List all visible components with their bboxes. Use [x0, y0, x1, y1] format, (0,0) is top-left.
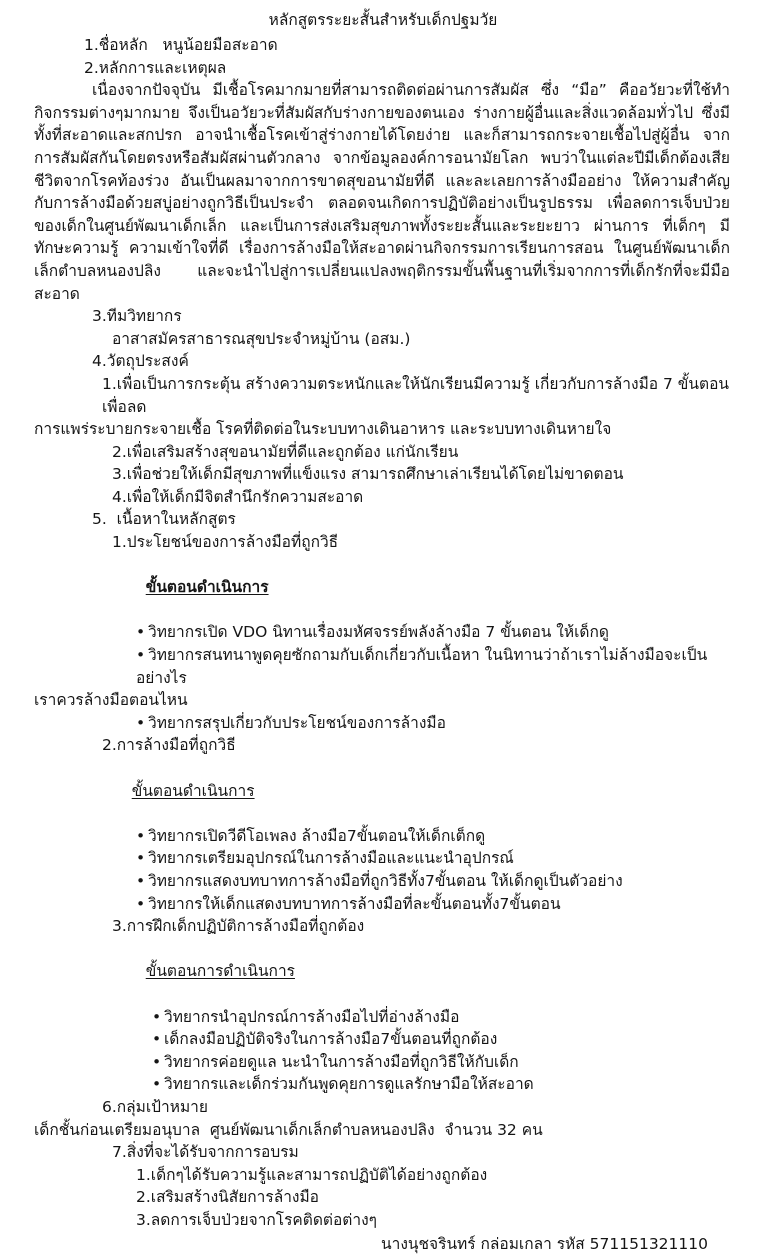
list-item — [136, 893, 732, 916]
section-2-heading: 2.หลักการและเหตุผล — [84, 58, 227, 77]
list-item — [136, 644, 732, 689]
list-item-wrap: เราควรล้างมือตอนไหน — [34, 691, 188, 710]
bullet-icon: • — [136, 646, 146, 665]
bullet-icon: • — [136, 623, 146, 642]
list-item — [152, 1006, 732, 1029]
section-4-item-4: 4.เพื่อให้เด็กมีจิตสำนึกรักความสะอาด — [112, 487, 364, 506]
list-item-label: วิทยากรเตรียมอุปกรณ์ในการล้างมือและแนะนำอุปกรณ์ — [148, 849, 514, 868]
list-item-label: วิทยากรเปิดวีดีโอเพลง ล้างมือ7ขั้นตอนให้เด็กเต็กดู — [148, 826, 486, 845]
list-item — [136, 621, 732, 644]
bullet-icon: • — [152, 1075, 162, 1094]
list-item-label: วิทยากรแสดงบทบาทการล้างมือที่ถูกวิธีทั้ง7ขั้นตอน ให้เด็กดูเป็นตัวอย่าง — [148, 871, 623, 890]
list-item — [136, 825, 732, 848]
bullet-icon: • — [152, 1052, 162, 1071]
bullet-icon: • — [136, 713, 146, 732]
section-2-paragraph: เนื่องจากปัจจุบัน มีเชื้อโรคมากมายที่สามารถติดต่อผ่านการสัมผัส ซึ่ง “มือ” คืออวัยวะที่ใช้ทำกิจกรรมต่างๆมากมาย จึงเป็นอวัยวะที่สัมผัสกับร่างกายของตนเอง ร่างกายผู้อื่นและสิ่งแวดล้อมทั่วไป ซึ่งมีทั้งที่สะอาดและสกปรก อาจนำเชื้อโรคเข้าสู่ร่างกายได้โดยง่าย และก็สามารถกระจายเชื้อไปสู่ผู้อื่น จากการสัมผัสกันโดยตรงหรือสัมผัสผ่านตัวกลาง จากข้อมูลองค์การอนามัยโลก พบว่าในแต่ละปีมีเด็กต้องเสียชีวิตจากโรคท้องร่วง อันเป็นผลมาจากการขาดสุขอนามัยที่ดี และละเลยการล้างมืออย่าง ให้ความสำคัญกับการล้างมือด้วยสบู่อย่างถูกวิธีเป็นประจำ ตลอดจนเกิดการปฏิบัติอย่างเป็นรูปธรรม เพื่อลดการเจ็บป่วยของเด็กในศูนย์พัฒนาเด็กเล็ก และเป็นการส่งเสริมสุขภาพทั้งระยะสั้นและระยะยาว ผ่านการ ที่เด็กๆ มีทักษะความรู้ ความเข้าใจที่ดี เรื่องการล้างมือให้สะอาดผ่านกิจกรรมการเรียนการสอน ในศูนย์พัฒนาเด็กเล็กตำบลหนองปลิง และจะนำไปสู่การเปลี่ยนแปลงพฤติกรรมขั้นพื้นฐานที่เริ่มจากการที่เด็กรักที่จะมีมือสะอาด — [34, 81, 730, 303]
list-item — [152, 1051, 732, 1074]
list-item-label: วิทยากรสนทนาพูดคุยซักถามกับเด็กเกี่ยวกับเนื้อหา ในนิทานว่าถ้าเราไม่ล้างมือจะเป็นอย่างไร — [136, 646, 708, 687]
section-6-heading: 6.กลุ่มเป้าหมาย — [102, 1097, 208, 1116]
section-4-item-2: 2.เพื่อเสริมสร้างสุขอนามัยที่ดีและถูกต้อง แก่นักเรียน — [112, 442, 459, 461]
list-item — [152, 1028, 732, 1051]
list-item-label: วิทยากรนำอุปกรณ์การล้างมือไปที่อ่างล้างมือ — [164, 1007, 460, 1026]
page-title: หลักสูตรระยะสั้นสำหรับเด็กปฐมวัย — [268, 11, 498, 29]
section-7-item-1: 1.เด็กๆได้รับความรู้และสามารถปฏิบัติได้อย่างถูกต้อง — [136, 1165, 488, 1184]
section-5-sub-2-steps-label — [112, 757, 732, 825]
list-item-label: วิทยากรค่อยดูแล นะนำในการล้างมือที่ถูกวิธีให้กับเด็ก — [164, 1052, 519, 1071]
bullet-icon: • — [136, 826, 146, 845]
section-7-heading: 7.สิ่งที่จะได้รับจากการอบรม — [112, 1143, 299, 1162]
bullet-icon: • — [136, 849, 146, 868]
list-item-label: วิทยากรให้เด็กแสดงบทบาทการล้างมือที่ละขั้นตอนทั้ง7ขั้นตอน — [148, 894, 561, 913]
section-5-sub-3-steps-label — [126, 938, 732, 1006]
section-4-heading: 4.วัตถุประสงค์ — [92, 352, 189, 371]
list-item — [136, 870, 732, 893]
list-item-label: วิทยากรและเด็กร่วมกันพูดคุยการดูแลรักษามือให้สะอาด — [164, 1075, 534, 1094]
bullet-icon: • — [136, 871, 146, 890]
bullet-icon: • — [152, 1030, 162, 1049]
section-5-sub-3-heading: 3.การฝึกเด็กปฏิบัติการล้างมือที่ถูกต้อง — [112, 917, 365, 936]
section-3-heading: 3.ทีมวิทยากร — [92, 307, 182, 326]
section-3-item: อาสาสมัครสาธารณสุขประจำหมู่บ้าน (อสม.) — [112, 329, 411, 348]
section-6-item: เด็กชั้นก่อนเตรียมอนุบาล ศูนย์พัฒนาเด็กเล็กตำบลหนองปลิง จำนวน 32 คน — [34, 1120, 543, 1139]
bullet-icon: • — [136, 894, 146, 913]
section-5-sub-2-heading: 2.การล้างมือที่ถูกวิธี — [102, 736, 236, 755]
list-item-label: วิทยากรเปิด VDO นิทานเรื่องมหัศจรรย์พลังล้างมือ 7 ขั้นตอน ให้เด็กดู — [148, 623, 609, 642]
list-item — [136, 847, 732, 870]
section-7-item-3: 3.ลดการเจ็บป่วยจากโรคติดต่อต่างๆ — [136, 1210, 377, 1229]
section-4-item-1-line-2: การแพร่ระบายกระจายเชื้อ โรคที่ติดต่อในระบบทางเดินอาหาร และระบบทางเดินหายใจ — [34, 420, 612, 439]
steps-label-text: ขั้นตอนดำเนินการ — [145, 578, 269, 597]
section-5-sub-1-steps-label — [126, 554, 732, 622]
list-item — [136, 712, 732, 735]
list-item-label: เด็กลงมือปฏิบัติจริงในการล้างมือ7ขั้นตอนที่ถูกต้อง — [164, 1030, 498, 1049]
list-item — [152, 1073, 732, 1096]
section-1-heading: 1.ชื่อหลัก หนูน้อยมือสะอาด — [84, 36, 278, 54]
author-signature: นางนุชจรินทร์ กล่อมเกลา รหัส 571151321110 — [381, 1235, 708, 1254]
section-4-item-3: 3.เพื่อช่วยให้เด็กมีสุขภาพที่แข็งแรง สามารถศึกษาเล่าเรียนได้โดยไม่ขาดตอน — [112, 465, 624, 484]
steps-label-text: ขั้นตอนดำเนินการ — [131, 781, 255, 800]
bullet-icon: • — [152, 1007, 162, 1026]
list-item-label: วิทยากรสรุปเกี่ยวกับประโยชน์ของการล้างมือ — [148, 713, 446, 732]
section-5-heading: 5. เนื้อหาในหลักสูตร — [92, 510, 236, 529]
section-4-item-1-line-1: 1.เพื่อเป็นการกระตุ้น สร้างความตระหนักและให้นักเรียนมีความรู้ เกี่ยวกับการล้างมือ 7 ขั้นตอนเพื่อลด — [102, 374, 729, 416]
section-5-sub-1-heading: 1.ประโยชน์ของการล้างมือที่ถูกวิธี — [112, 533, 339, 552]
steps-label-text: ขั้นตอนการดำเนินการ — [145, 962, 295, 981]
section-7-item-2: 2.เสริมสร้างนิสัยการล้างมือ — [136, 1188, 319, 1207]
